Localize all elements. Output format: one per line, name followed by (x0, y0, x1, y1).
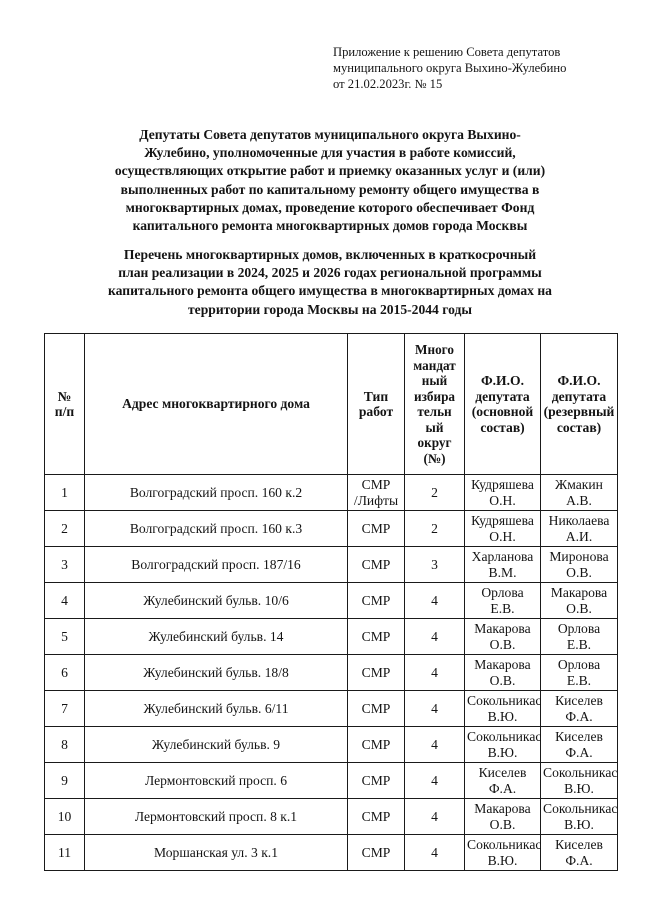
header-address: Адрес многоквартирного дома (85, 334, 348, 475)
title-line: капитального ремонта многоквартирных домов города Москвы (132, 218, 528, 234)
row-work-type: СМР (348, 655, 405, 691)
row-number: 7 (45, 691, 85, 727)
row-work-type: СМР (348, 727, 405, 763)
table-row (45, 583, 618, 619)
row-district: 3 (405, 547, 465, 583)
table-row (45, 475, 618, 511)
row-district: 4 (405, 727, 465, 763)
row-district: 4 (405, 835, 465, 871)
table-row (45, 835, 618, 871)
title-line: осуществляющих открытие работ и приемку оказанных услуг и (или) (114, 163, 546, 179)
row-work-type: СМР (348, 763, 405, 799)
row-address: Жулебинский бульв. 14 (85, 619, 348, 655)
row-deputy-reserve: Киселев Ф.А. (541, 691, 618, 727)
row-work-type: СМР /Лифты (348, 475, 405, 511)
row-deputy-reserve: Киселев Ф.А. (541, 727, 618, 763)
row-address: Жулебинский бульв. 6/11 (85, 691, 348, 727)
row-deputy-main: Макарова О.В. (465, 655, 541, 691)
table-row (45, 511, 618, 547)
table-row (45, 763, 618, 799)
row-deputy-main: Орлова Е.В. (465, 583, 541, 619)
row-number: 11 (45, 835, 85, 871)
header-deputy-main: Ф.И.О. депутата (основной состав) (465, 334, 541, 475)
row-deputy-reserve: Сокольникас В.Ю. (541, 799, 618, 835)
row-work-type: СМР (348, 691, 405, 727)
row-district: 4 (405, 691, 465, 727)
header-work-type: Тип работ (348, 334, 405, 475)
table-row (45, 619, 618, 655)
row-deputy-reserve: Сокольникас В.Ю. (541, 763, 618, 799)
buildings-table (44, 333, 618, 871)
row-district: 2 (405, 511, 465, 547)
row-address: Волгоградский просп. 160 к.3 (85, 511, 348, 547)
row-deputy-main: Харланова В.М. (465, 547, 541, 583)
row-number: 10 (45, 799, 85, 835)
row-deputy-reserve: Жмакин А.В. (541, 475, 618, 511)
row-district: 4 (405, 583, 465, 619)
row-district: 2 (405, 475, 465, 511)
row-deputy-reserve: Орлова Е.В. (541, 655, 618, 691)
row-number: 4 (45, 583, 85, 619)
row-address: Жулебинский бульв. 10/6 (85, 583, 348, 619)
row-deputy-main: Кудряшева О.Н. (465, 511, 541, 547)
appendix-line: Приложение к решению Совета депутатов (333, 45, 561, 59)
appendix-note (333, 44, 633, 92)
row-address: Жулебинский бульв. 18/8 (85, 655, 348, 691)
table-row (45, 547, 618, 583)
title-line: Перечень многоквартирных домов, включенных в краткосрочный (123, 247, 537, 262)
row-address: Моршанская ул. 3 к.1 (85, 835, 348, 871)
header-deputy-reserve: Ф.И.О. депутата (резервный состав) (541, 334, 618, 475)
row-deputy-main: Сокольникас В.Ю. (465, 691, 541, 727)
title-line: план реализации в 2024, 2025 и 2026 годах региональной программы (118, 265, 542, 281)
appendix-line: от 21.02.2023г. № 15 (333, 77, 443, 91)
title-line: многоквартирных домах, проведение которого обеспечивает Фонд (125, 199, 535, 215)
title-line: Депутаты Совета депутатов муниципального округа Выхино- (139, 127, 521, 142)
row-work-type: СМР (348, 547, 405, 583)
row-address: Лермонтовский просп. 6 (85, 763, 348, 799)
row-work-type: СМР (348, 799, 405, 835)
row-work-type: СМР (348, 583, 405, 619)
row-address: Волгоградский просп. 187/16 (85, 547, 348, 583)
row-address: Волгоградский просп. 160 к.2 (85, 475, 348, 511)
row-number: 5 (45, 619, 85, 655)
row-district: 4 (405, 763, 465, 799)
document-title (60, 126, 600, 235)
title-line: Жулебино, уполномоченные для участия в работе комиссий, (144, 145, 516, 161)
row-deputy-main: Сокольникас В.Ю. (465, 835, 541, 871)
table-row (45, 727, 618, 763)
row-district: 4 (405, 655, 465, 691)
row-work-type: СМР (348, 835, 405, 871)
row-number: 2 (45, 511, 85, 547)
table-row (45, 799, 618, 835)
row-work-type: СМР (348, 619, 405, 655)
header-num: № п/п (45, 334, 85, 475)
row-district: 4 (405, 619, 465, 655)
row-number: 8 (45, 727, 85, 763)
table-row (45, 655, 618, 691)
table-row (45, 691, 618, 727)
row-number: 1 (45, 475, 85, 511)
row-deputy-main: Макарова О.В. (465, 799, 541, 835)
title-line: территории города Москвы на 2015-2044 годы (188, 301, 472, 317)
list-title (60, 246, 600, 319)
row-deputy-main: Сокольникас В.Ю. (465, 727, 541, 763)
row-address: Жулебинский бульв. 9 (85, 727, 348, 763)
row-district: 4 (405, 799, 465, 835)
row-deputy-reserve: Макарова О.В. (541, 583, 618, 619)
row-work-type: СМР (348, 511, 405, 547)
row-number: 6 (45, 655, 85, 691)
row-number: 9 (45, 763, 85, 799)
appendix-line: муниципального округа Выхино-Жулебино (333, 61, 567, 75)
row-deputy-main: Киселев Ф.А. (465, 763, 541, 799)
row-address: Лермонтовский просп. 8 к.1 (85, 799, 348, 835)
row-deputy-reserve: Орлова Е.В. (541, 619, 618, 655)
row-deputy-reserve: Киселев Ф.А. (541, 835, 618, 871)
title-line: выполненных работ по капитальному ремонту общего имущества в (120, 181, 540, 197)
table-header-row (45, 334, 618, 475)
title-line: капитального ремонта общего имущества в многоквартирных домах на (108, 283, 552, 299)
row-number: 3 (45, 547, 85, 583)
row-deputy-main: Кудряшева О.Н. (465, 475, 541, 511)
row-deputy-main: Макарова О.В. (465, 619, 541, 655)
row-deputy-reserve: Николаева А.И. (541, 511, 618, 547)
header-district: Много мандат ный избира тельн ый округ (№) (405, 334, 465, 475)
row-deputy-reserve: Миронова О.В. (541, 547, 618, 583)
